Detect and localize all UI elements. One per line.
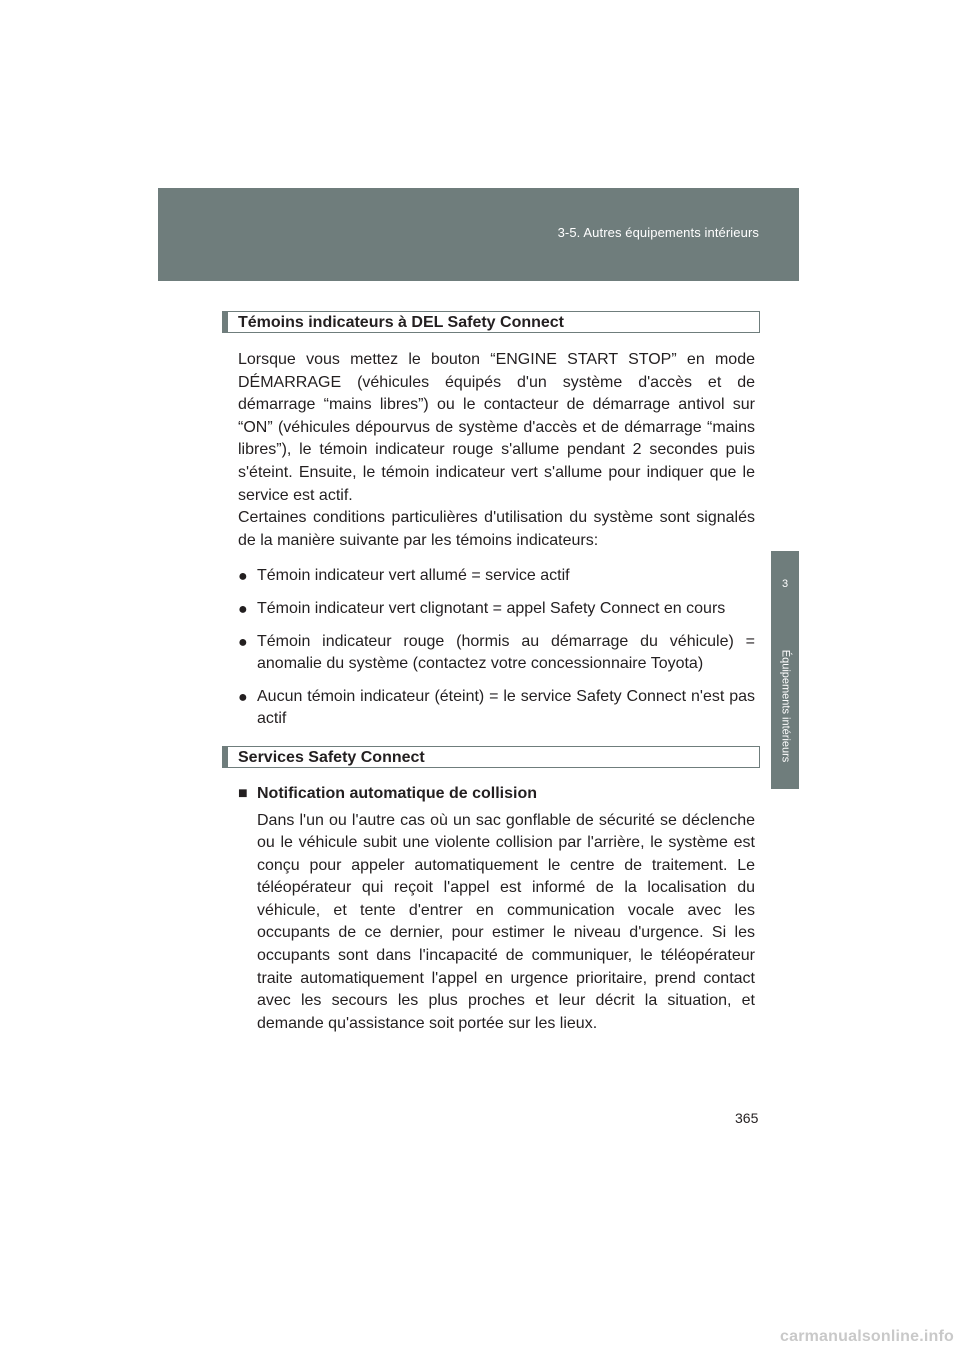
list-item: [238, 686, 755, 731]
list-item: [238, 565, 755, 588]
subheading-text: Notification automatique de collision: [257, 784, 538, 802]
paragraph-conditions: Certaines conditions particulières d'utilisation du système sont signalés de la manière suivante par les témoins indicateurs:: [238, 509, 755, 549]
watermark: carmanualsonline.info: [780, 1328, 955, 1345]
bullet-icon: ●: [238, 688, 248, 706]
bullet-list: [238, 565, 755, 731]
page-content: [222, 311, 760, 1035]
chapter-label-container: [771, 631, 799, 781]
square-bullet-icon: ■: [238, 784, 248, 802]
bullet-icon: ●: [238, 600, 248, 618]
chapter-header-bar: [158, 188, 799, 281]
list-item: [238, 631, 755, 676]
list-item-text: Aucun témoin indicateur (éteint) = le service Safety Connect n'est pas actif: [257, 687, 755, 728]
page-number: 365: [735, 1110, 759, 1126]
bullet-icon: ●: [238, 633, 248, 651]
list-item-text: Témoin indicateur rouge (hormis au démarrage du véhicule) = anomalie du système (contactez votre concessionnaire Toyota): [257, 632, 755, 673]
chapter-number: 3: [781, 578, 789, 590]
list-item-text: Témoin indicateur vert allumé = service actif: [257, 567, 570, 585]
bullet-icon: ●: [238, 568, 248, 586]
paragraph-intro: Lorsque vous mettez le bouton “ENGINE START STOP” en mode DÉMARRAGE (véhicules équipés d'un système d'accès et de démarrage “mains libres”) ou le contacteur de démarrage antivol sur “ON” (véhicules dépourvus de système d'accès et de démarrage “mains libres”), le témoin indicateur rouge s'allume pendant 2 secondes puis s'éteint. Ensuite, le témoin indicateur vert s'allume pour indiquer que le service est actif.: [238, 351, 755, 504]
subheading-collision: [238, 783, 760, 806]
chapter-section-title: 3-5. Autres équipements intérieurs: [557, 225, 759, 240]
section-title-services: Services Safety Connect: [222, 746, 760, 768]
section-title-led-indicators: Témoins indicateurs à DEL Safety Connect: [222, 311, 760, 333]
list-item-text: Témoin indicateur vert clignotant = appel Safety Connect en cours: [257, 599, 726, 617]
chapter-side-tab: [771, 551, 799, 789]
chapter-label: Équipements intérieurs: [779, 649, 792, 763]
list-item: [238, 598, 755, 621]
paragraph-collision: Dans l'un ou l'autre cas où un sac gonflable de sécurité se déclenche ou le véhicule subit une violente collision par l'arrière, le système est conçu pour appeler automatiquement le centre de traitement. Le téléopérateur qui reçoit l'appel est informé de la localisation du véhicule, et tente d'entrer en communication vocale avec les occupants de ce dernier, pour estimer le niveau d'urgence. Si les occupants sont dans l'incapacité de communiquer, le téléopérateur traite automatiquement l'appel en urgence prioritaire, prend contact avec les secours les plus proches et leur décrit la situation, et demande qu'assistance soit portée sur les lieux.: [257, 811, 755, 1032]
